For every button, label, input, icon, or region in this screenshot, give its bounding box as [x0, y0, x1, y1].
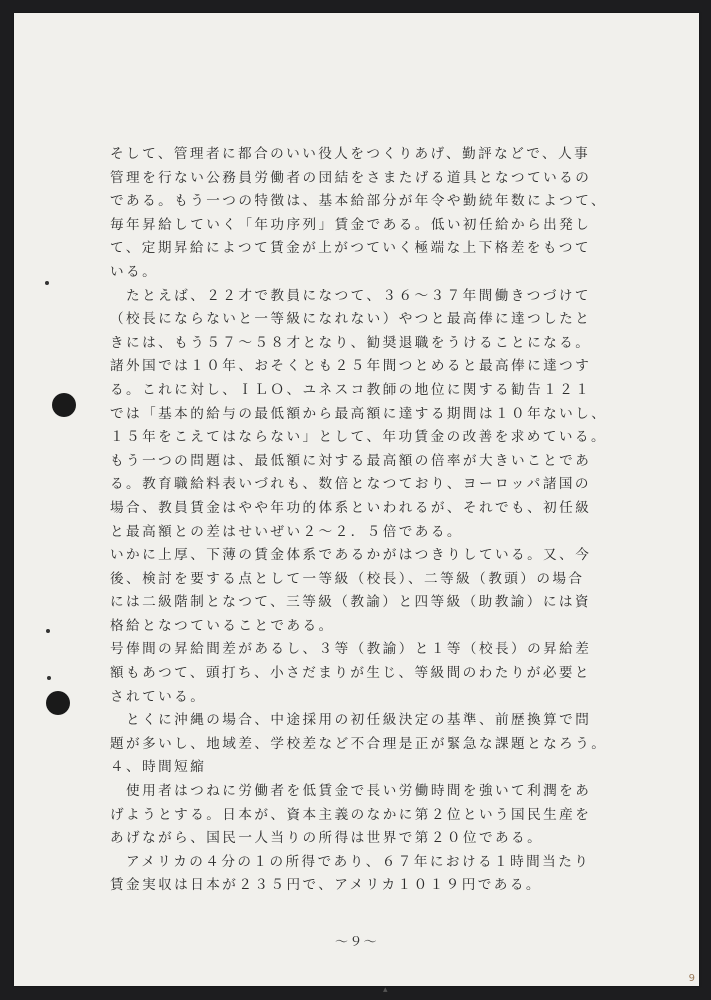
text-line: 場合、教員賃金はやや年功的体系といわれるが、それでも、初任級 — [110, 499, 592, 516]
text-line: いかに上厚、下薄の賃金体系であるかがはつきりしている。又、今 — [110, 547, 592, 564]
body-text — [110, 143, 670, 898]
text-line: きには、もう５７〜５８才となり、勧奨退職をうけることになる。 — [110, 334, 592, 351]
text-line: 諸外国では１０年、おそくとも２５年間つとめると最高俸に達つす — [110, 358, 592, 375]
text-line: １５年をこえてはならない」として、年功賃金の改善を求めている。 — [110, 429, 608, 446]
text-line: 管理を行ない公務員労働者の団結をさまたげる道具となつているの — [110, 169, 592, 186]
punch-hole — [46, 691, 70, 715]
text-line: （校長にならないと一等級になれない）やつと最高俸に達つしたと — [110, 311, 592, 328]
text-line: て、定期昇給によつて賃金が上がつていく極端な上下格差をもつて — [110, 240, 591, 257]
text-line: アメリカの４分の１の所得であり、６７年における１時間当たり — [110, 853, 591, 870]
text-line: 使用者はつねに労働者を低賃金で長い労働時間を強いて利潤をあ — [110, 783, 592, 800]
text-line: 後、検討を要する点として一等級（校長）、二等級（教頭）の場合 — [110, 570, 585, 587]
text-line: げようとする。日本が、資本主義のなかに第２位という国民生産を — [110, 806, 592, 823]
text-line: いる。 — [110, 263, 159, 280]
text-line: ４、時間短縮 — [110, 759, 207, 776]
text-line: 賃金実収は日本が２３５円で、アメリカ１０１９円である。 — [110, 877, 542, 894]
text-line: 額もあつて、頭打ち、小さだまりが生じ、等級間のわたりが必要と — [110, 665, 591, 682]
text-line: たとえば、２２才で教員になつて、３６〜３７年間働きつづけて — [110, 287, 591, 304]
text-line: と最高額との差はせいぜい２〜２．５倍である。 — [110, 523, 463, 540]
ink-dot — [46, 629, 50, 633]
document-page — [14, 13, 699, 995]
text-line: である。もう一つの特徴は、基本給部分が年令や勤続年数によつて、 — [110, 193, 608, 210]
text-line: 毎年昇給していく「年功序列」賃金である。低い初任給から出発し — [110, 216, 592, 233]
text-line: る。これに対し、ＩＬＯ、ユネスコ教師の地位に関する勧告１２１ — [110, 381, 592, 398]
text-line: には二級階制となつて、三等級（教諭）と四等級（助教諭）には資 — [110, 594, 591, 611]
page-number: 〜９〜 — [335, 935, 378, 950]
text-line: そして、管理者に都合のいい役人をつくりあげ、勤評などで、人事 — [110, 146, 591, 162]
corner-page-mark: 9 — [688, 973, 695, 984]
text-line: 格給となつていることである。 — [110, 617, 335, 634]
punch-hole — [52, 393, 76, 417]
text-line: とくに沖縄の場合、中途採用の初任級決定の基準、前歴換算で問 — [110, 712, 592, 729]
text-line: る。教育職給料表いづれも、数倍となつており、ヨーロッパ諸国の — [110, 476, 591, 493]
text-line: では「基本的給与の最低額から最高額に達する期間は１０年ないし、 — [110, 405, 608, 422]
text-line: 号俸間の昇給間差があるし、３等（教諭）と１等（校長）の昇給差 — [110, 641, 592, 658]
ink-dot — [45, 281, 49, 285]
text-line: 題が多いし、地域差、学校差など不合理是正が緊急な課題となろう。 — [110, 735, 608, 752]
text-line: あげながら、国民一人当りの所得は世界で第２０位である。 — [110, 830, 544, 847]
text-line: されている。 — [110, 688, 207, 705]
ink-dot — [47, 676, 51, 680]
text-line: もう一つの問題は、最低額に対する最高額の倍率が大きいことであ — [110, 452, 592, 469]
small-mark: ▴ — [383, 985, 388, 995]
